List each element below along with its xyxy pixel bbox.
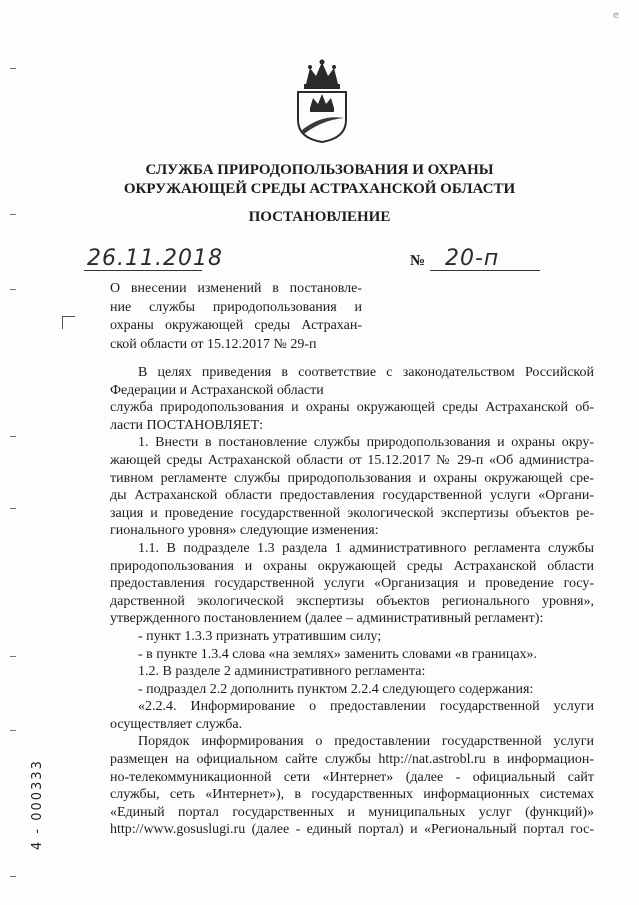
paragraph-1-line: зация и проведение государственной экологической экспертизы объектов ре- bbox=[110, 505, 594, 521]
paragraph-1-1-line: 1.1. В подразделе 1.3 раздела 1 административного регламента службы bbox=[138, 540, 594, 556]
paragraph-1-1-line: предоставления государственной услуги «Организация и проведение госу- bbox=[110, 576, 594, 592]
number-label: № bbox=[410, 253, 426, 269]
paragraph-1-1-line: природопользования и охраны окружающей среды Астраханской области bbox=[110, 558, 594, 574]
paragraph-1-line: 1. Внести в постановление службы природопользования и охраны окру- bbox=[138, 435, 594, 451]
intro-line: Федерации и Астраханской области bbox=[110, 382, 324, 398]
paragraph-2-line: службы, сеть «Интернет»), в государственных информационных системах bbox=[110, 787, 594, 803]
margin-tick bbox=[10, 876, 16, 877]
margin-tick bbox=[10, 214, 16, 215]
paragraph-1-line: ды Астраханской области предоставления государственной услуги «Органи- bbox=[110, 488, 594, 504]
subject-line: ской области от 15.12.2017 № 29-п bbox=[110, 336, 317, 352]
paragraph-2-line: размещен на официальном сайте службы http://nat.astrobl.ru в информацион- bbox=[110, 752, 594, 768]
paragraph-2-line: http://www.gosuslugi.ru (далее - единый портал) и «Региональный портал гос- bbox=[110, 822, 594, 838]
paragraph-2-line: «Единый портал государственных и муниципальных услуг (функций)» bbox=[110, 804, 594, 820]
subject-line: О внесении изменений в постановле- bbox=[110, 281, 362, 296]
paragraph-1-line: жающей среды Астраханской области от 15.12.2017 № 29-п «Об администра- bbox=[110, 452, 594, 468]
margin-tick bbox=[10, 656, 16, 657]
paragraph-2-line: Порядок информирования о предоставлении государственной услуги bbox=[138, 734, 594, 750]
paragraph-1-line: тивном регламенте службы природопользования и охраны окружающей сре- bbox=[110, 470, 594, 486]
paragraph-1-2: 1.2. В разделе 2 административного регламента: bbox=[138, 664, 426, 680]
margin-tick bbox=[10, 436, 16, 437]
organization-line-2: ОКРУЖАЮЩЕЙ СРЕДЫ АСТРАХАНСКОЙ ОБЛАСТИ bbox=[123, 181, 516, 197]
subject-bracket-mark bbox=[62, 316, 75, 329]
organization-line-1: СЛУЖБА ПРИРОДОПОЛЬЗОВАНИЯ И ОХРАНЫ bbox=[145, 162, 494, 178]
margin-tick bbox=[10, 68, 16, 69]
margin-tick bbox=[10, 508, 16, 509]
coat-of-arms-emblem bbox=[292, 58, 352, 144]
bullet-item: - в пункте 1.3.4 слова «на землях» заменить словами «в границах». bbox=[138, 646, 538, 662]
paragraph-1-1-line: утвержденного постановлением (далее – административный регламент): bbox=[110, 611, 544, 627]
resolve-line: служба природопользования и охраны окружающей среды Астраханской об- bbox=[110, 400, 594, 416]
number-underline bbox=[430, 270, 540, 271]
quote-line: «2.2.4. Информирование о предоставлении государственной услуги bbox=[138, 699, 594, 715]
organization-name bbox=[0, 161, 639, 199]
paragraph-1-1-line: дарственной экологической экспертизы объектов регионального уровня», bbox=[110, 593, 594, 609]
document-body bbox=[110, 364, 594, 839]
subject-line: ние службы природопользования и bbox=[110, 299, 362, 315]
paragraph-2-line: но-телекоммуникационной сети «Интернет» (далее - официальный сайт bbox=[110, 769, 594, 785]
quote-line: осуществляет служба. bbox=[110, 716, 243, 732]
document-number: 20-п bbox=[445, 246, 500, 271]
bullet-item: - подраздел 2.2 дополнить пунктом 2.2.4 следующего содержания: bbox=[138, 681, 534, 697]
bullet-item: - пункт 1.3.3 признать утратившим силу; bbox=[138, 628, 382, 644]
date-underline bbox=[84, 270, 202, 271]
margin-tick bbox=[10, 289, 16, 290]
paragraph-1-line: гионального уровня» следующие изменения: bbox=[110, 523, 379, 539]
resolve-line: ласти ПОСТАНОВЛЯЕТ: bbox=[110, 417, 264, 433]
document-date: 26.11.2018 bbox=[87, 246, 223, 271]
corner-mark: е bbox=[612, 10, 619, 21]
registration-stamp: 4 - 000333 bbox=[30, 759, 45, 850]
document-type: ПОСТАНОВЛЕНИЕ bbox=[248, 209, 391, 225]
intro-line: В целях приведения в соответствие с законодательством Российской bbox=[138, 365, 594, 380]
subject-line: охраны окружающей среды Астрахан- bbox=[110, 318, 362, 333]
margin-tick bbox=[10, 730, 16, 731]
document-subject bbox=[110, 280, 362, 354]
